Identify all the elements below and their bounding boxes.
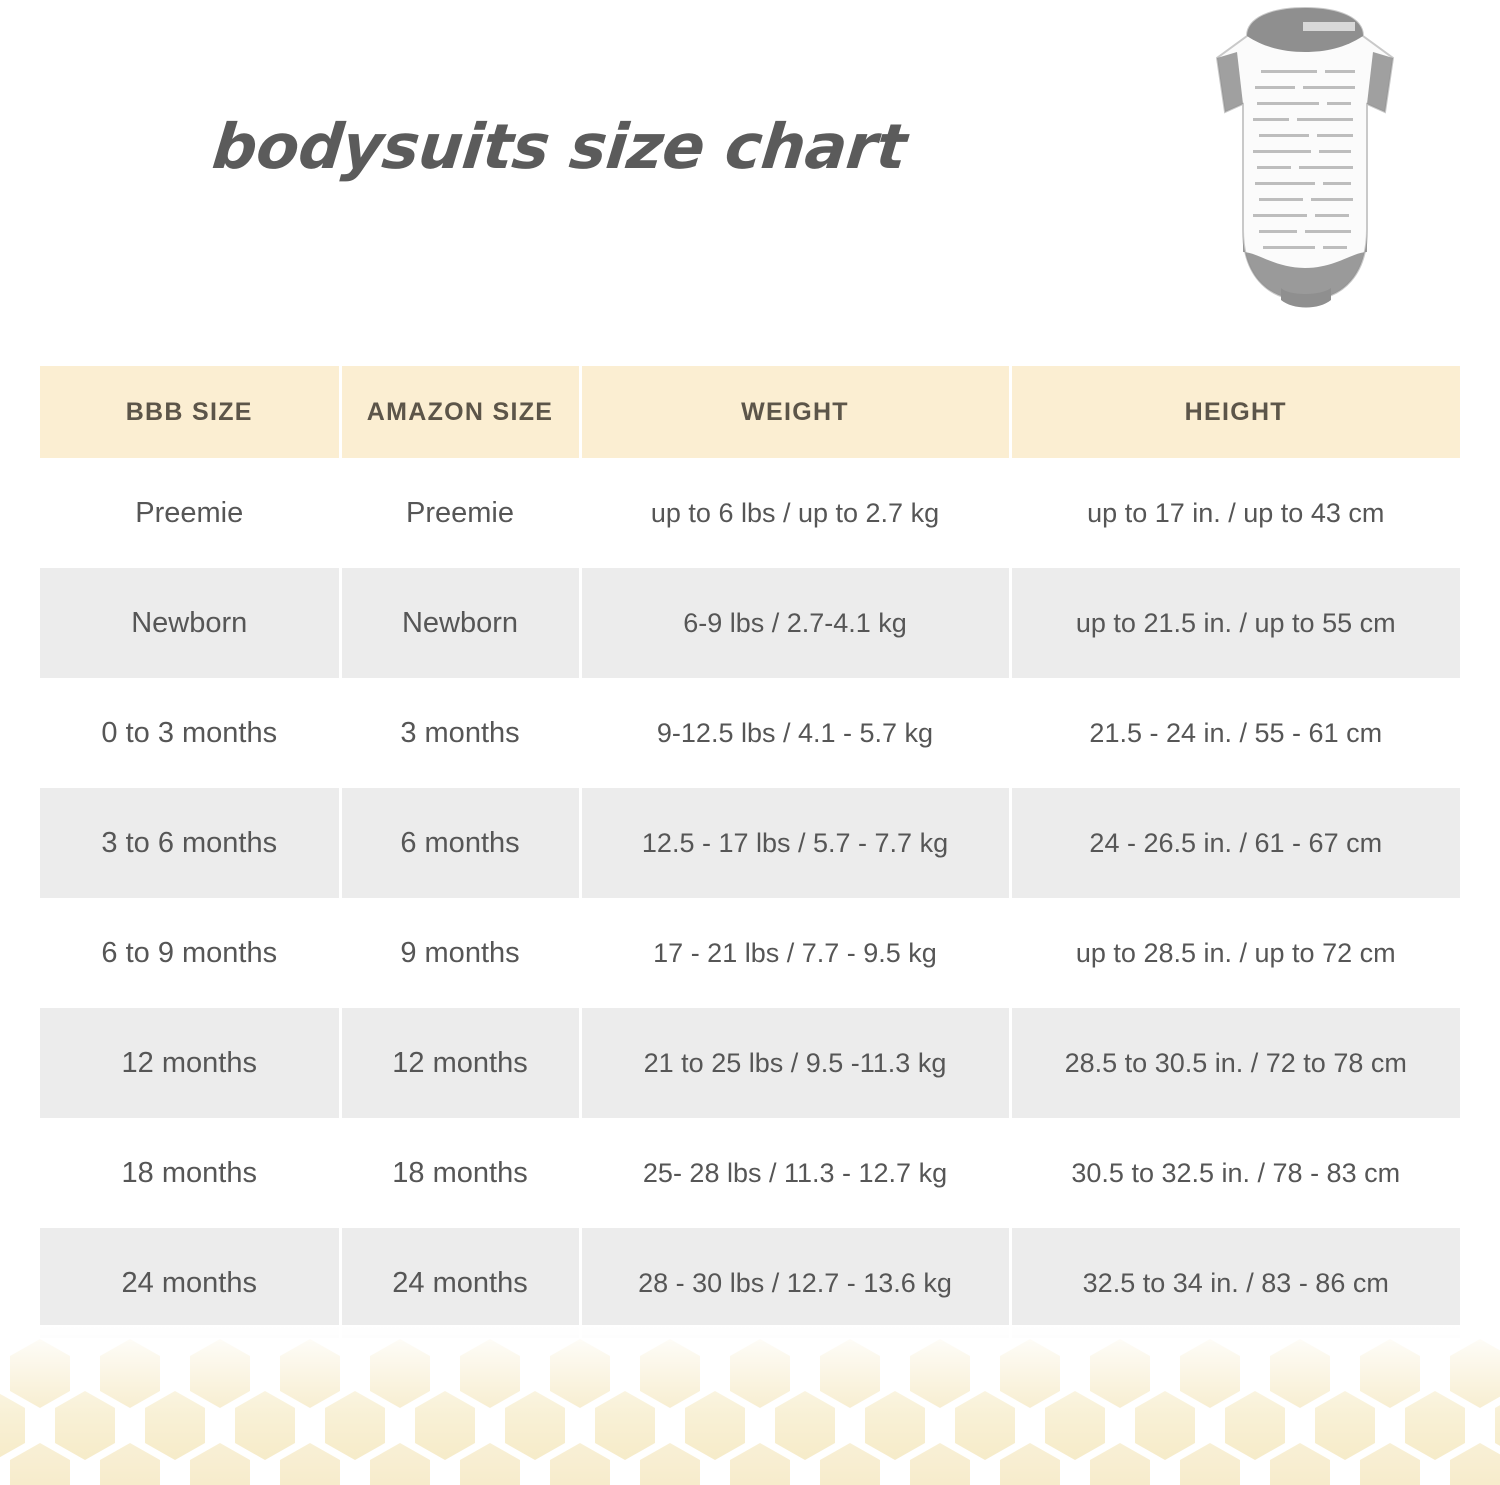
cell-height: 32.5 to 34 in. / 83 - 86 cm bbox=[1010, 1228, 1460, 1338]
cell-amazon-size: Preemie bbox=[340, 458, 580, 568]
cell-bbb-size: 24 months bbox=[40, 1228, 340, 1338]
table-row bbox=[40, 1118, 1460, 1228]
cell-amazon-size: 3 months bbox=[340, 678, 580, 788]
cell-weight: 28 - 30 lbs / 12.7 - 13.6 kg bbox=[580, 1228, 1010, 1338]
cell-amazon-size: 9 months bbox=[340, 898, 580, 1008]
cell-weight: 6-9 lbs / 2.7-4.1 kg bbox=[580, 568, 1010, 678]
column-header-weight: WEIGHT bbox=[580, 366, 1010, 458]
table-row bbox=[40, 898, 1460, 1008]
table-row bbox=[40, 1228, 1460, 1338]
cell-amazon-size: 6 months bbox=[340, 788, 580, 898]
table-body bbox=[40, 458, 1460, 1338]
size-chart-table bbox=[40, 366, 1460, 1338]
column-header-height: HEIGHT bbox=[1010, 366, 1460, 458]
cell-bbb-size: Preemie bbox=[40, 458, 340, 568]
table-row bbox=[40, 788, 1460, 898]
cell-weight: 12.5 - 17 lbs / 5.7 - 7.7 kg bbox=[580, 788, 1010, 898]
cell-weight: 25- 28 lbs / 11.3 - 12.7 kg bbox=[580, 1118, 1010, 1228]
cell-height: 28.5 to 30.5 in. / 72 to 78 cm bbox=[1010, 1008, 1460, 1118]
table-row bbox=[40, 1008, 1460, 1118]
cell-weight: up to 6 lbs / up to 2.7 kg bbox=[580, 458, 1010, 568]
table-header-row bbox=[40, 366, 1460, 458]
table-row bbox=[40, 678, 1460, 788]
cell-height: 21.5 - 24 in. / 55 - 61 cm bbox=[1089, 717, 1383, 748]
cell-bbb-size: Newborn bbox=[40, 568, 340, 678]
cell-weight: 21 to 25 lbs / 9.5 -11.3 kg bbox=[580, 1008, 1010, 1118]
cell-height: 24 - 26.5 in. / 61 - 67 cm bbox=[1010, 788, 1460, 898]
cell-height: up to 17 in. / up to 43 cm bbox=[1087, 497, 1385, 528]
cell-weight: 17 - 21 lbs / 7.7 - 9.5 kg bbox=[580, 898, 1010, 1008]
page-title: bodysuits size chart bbox=[209, 110, 911, 183]
honeycomb-decoration bbox=[0, 1325, 1500, 1485]
page-title-container bbox=[0, 110, 1120, 183]
table-row bbox=[40, 568, 1460, 678]
cell-bbb-size: 3 to 6 months bbox=[40, 788, 340, 898]
cell-weight: 9-12.5 lbs / 4.1 - 5.7 kg bbox=[580, 678, 1010, 788]
table-row bbox=[40, 458, 1460, 568]
table-header bbox=[40, 366, 1460, 458]
column-header-amazon-size: AMAZON SIZE bbox=[340, 366, 580, 458]
cell-amazon-size: Newborn bbox=[340, 568, 580, 678]
size-chart-container bbox=[40, 366, 1460, 1338]
cell-bbb-size: 0 to 3 months bbox=[40, 678, 340, 788]
cell-bbb-size: 12 months bbox=[40, 1008, 340, 1118]
cell-amazon-size: 18 months bbox=[340, 1118, 580, 1228]
column-header-bbb-size: BBB SIZE bbox=[40, 366, 340, 458]
cell-amazon-size: 24 months bbox=[340, 1228, 580, 1338]
cell-bbb-size: 18 months bbox=[40, 1118, 340, 1228]
cell-amazon-size: 12 months bbox=[340, 1008, 580, 1118]
baby-bodysuit-image bbox=[1185, 0, 1425, 340]
cell-bbb-size: 6 to 9 months bbox=[40, 898, 340, 1008]
cell-height: up to 28.5 in. / up to 72 cm bbox=[1075, 937, 1396, 968]
cell-height: 30.5 to 32.5 in. / 78 - 83 cm bbox=[1071, 1157, 1401, 1188]
cell-height: up to 21.5 in. / up to 55 cm bbox=[1010, 568, 1460, 678]
